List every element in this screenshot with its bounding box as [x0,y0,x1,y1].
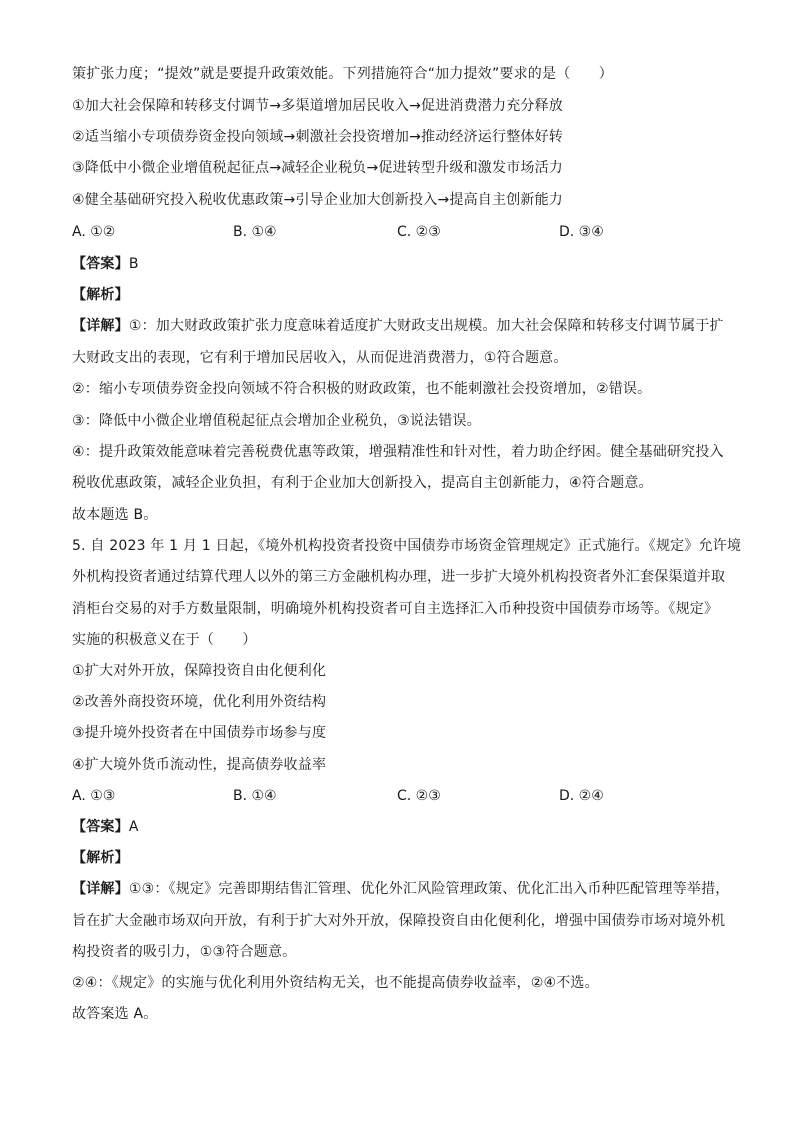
question-stem: 5. 自 2023 年 1 月 1 日起，《境外机构投资者投资中国债券市场资金管理规定》正式施行。《规定》允许境 [72,538,742,554]
detail-line: 【详解】①：加大财政政策扩张力度意味着适度扩大财政支出规模。加大社会保障和转移支付调节属于扩 [72,318,724,334]
option-a: A. ①② [72,224,116,240]
answer-tag: 【答案】 [72,819,129,835]
detail-line: 税收优惠政策，减轻企业负担，有利于企业加大创新投入，提高自主创新能力，④符合题意。 [72,475,653,491]
detail-line: 大财政支出的表现，它有利于增加民居收入，从而促进消费潜力，①符合题意。 [72,350,568,366]
conclusion-line: 故本题选 B。 [72,507,158,523]
statement-item: ①加大社会保障和转移支付调节→多渠道增加居民收入→促进消费潜力充分释放 [72,98,564,114]
analysis-heading: 【解析】 [72,287,129,303]
option-d: D. ③④ [559,224,604,240]
detail-line: ④：提升政策效能意味着完善税费优惠等政策，增强精准性和针对性，着力助企纾困。健全基础研究投入 [72,444,724,460]
option-d: D. ②④ [559,788,604,804]
question-stem: 消柜台交易的对手方数量限制，明确境外机构投资者可自主选择汇入币种投资中国债券市场等。《规定》 [72,601,719,617]
answer-value: B [128,256,139,272]
statement-item: ③提升境外投资者在中国债券市场参与度 [72,725,327,741]
option-a: A. ①③ [72,788,116,804]
statement-item: ②适当缩小专项债券资金投向领域→刺激社会投资增加→推动经济运行整体好转 [72,129,564,145]
detail-tag: 【详解】 [72,318,129,334]
answer-line [72,817,139,837]
detail-line: 旨在扩大金融市场双向开放，有利于扩大对外开放，保障投资自由化便利化，增强中国债券市场对境外机 [72,913,726,929]
answer-tag: 【答案】 [72,256,129,272]
question-stem: 外机构投资者通过结算代理人以外的第三方金融机构办理，进一步扩大境外机构投资者外汇套保渠道并取 [72,569,726,585]
option-c: C. ②③ [397,788,441,804]
detail-line: ②④：《规定》的实施与优化利用外资结构无关，也不能提高债券收益率，②④不选。 [72,975,599,991]
detail-line: ②：缩小专项债券资金投向领域不符合积极的财政政策，也不能刺激社会投资增加，②错误。 [72,381,652,397]
statement-item: ②改善外商投资环境，优化利用外资结构 [72,694,327,710]
option-b: B. ①④ [233,224,277,240]
detail-line: 【详解】①③：《规定》完善即期结售汇管理、优化外汇风险管理政策、优化汇出入币种匹配管理等举措， [72,881,730,897]
conclusion-line: 故答案选 A。 [72,1006,158,1022]
analysis-heading: 【解析】 [72,850,129,866]
detail-line: ③：降低中小微企业增值税起征点会增加企业税负，③说法错误。 [72,413,481,429]
detail-line: 构投资者的吸引力，①③符合题意。 [72,944,297,960]
question-stem: 策扩张力度；“提效”就是要提升政策效能。下列措施符合“加力提效”要求的是（ ） [72,66,614,82]
question-stem: 实施的积极意义在于（ ） [72,632,257,648]
answer-line [72,254,139,274]
statement-item: ③降低中小微企业增值税起征点→减轻企业税负→促进转型升级和激发市场活力 [72,160,564,176]
statement-item: ①扩大对外开放，保障投资自由化便利化 [72,663,327,679]
option-c: C. ②③ [397,224,441,240]
option-b: B. ①④ [233,788,277,804]
statement-item: ④扩大境外货币流动性，提高债券收益率 [72,757,327,773]
answer-value: A [128,819,139,835]
statement-item: ④健全基础研究投入税收优惠政策→引导企业加大创新投入→提高自主创新能力 [72,192,564,208]
detail-tag: 【详解】 [72,881,129,897]
